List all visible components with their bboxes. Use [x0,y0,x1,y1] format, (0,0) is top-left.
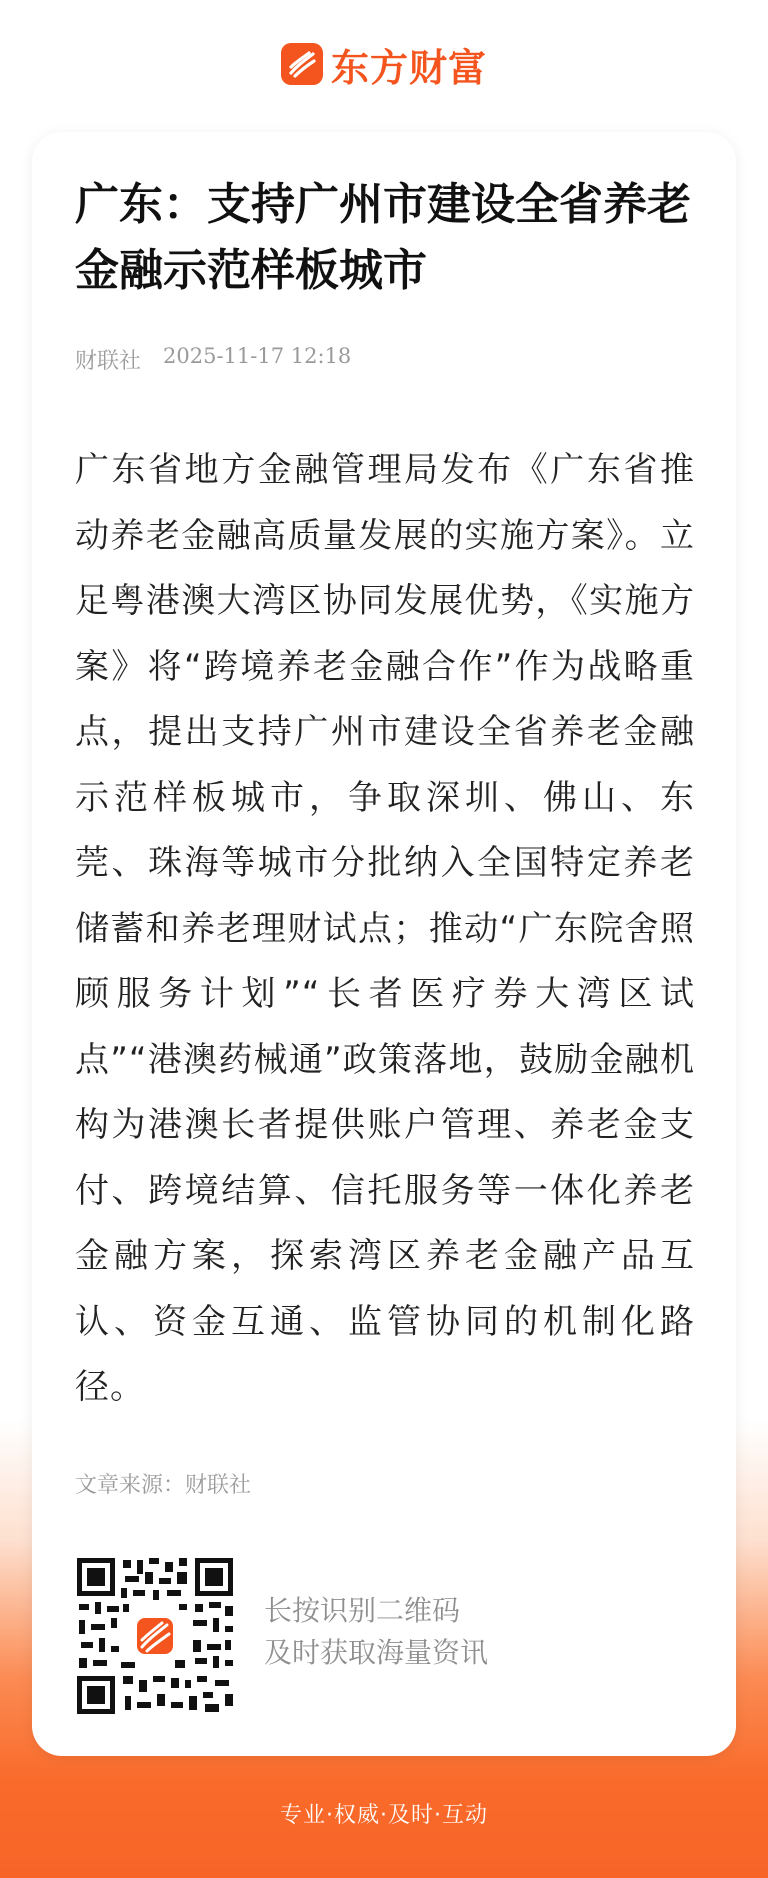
article-card [32,132,736,1756]
brand-name: 东方财富 [330,45,487,90]
article-meta [75,344,351,375]
qr-hint-line2: 及时获取海量资讯 [264,1636,489,1669]
qr-hint-line1: 长按识别二维码 [264,1594,461,1627]
article-time: 2025-11-17 12:18 [163,344,352,368]
article-author: 财联社 [75,349,142,374]
footer-slogan: 专业·权威·及时·互动 [280,1803,488,1828]
app-header [0,0,768,130]
article-title: 广东：支持广州市建设全省养老金融示范样板城市 [75,179,691,296]
qr-hint [264,1590,488,1674]
qr-code-icon[interactable] [75,1556,235,1716]
brand [281,37,487,92]
article-source: 文章来源：财联社 [75,1473,252,1498]
eastmoney-logo-icon [281,43,323,85]
article-body: 广东省地方金融管理局发布《广东省推动养老金融高质量发展的实施方案》。立足粤港澳大湾区协同发展优势，《实施方案》将“跨境养老金融合作”作为战略重点，提出支持广州市建设全省养老金融示范样板城市，争取深圳、佛山、东莞、珠海等城市分批纳入全国特定养老储蓄和养老理财试点；推动“广东院舍照顾服务计划”“长者医疗券大湾区试点”“港澳药械通”政策落地，鼓励金融机构为港澳长者提供账户管理、养老金支付、跨境结算、信托服务等一体化养老金融方案，探索湾区养老金融产品互认、资金互通、监管协同的机制化路径。 [75,450,695,1407]
